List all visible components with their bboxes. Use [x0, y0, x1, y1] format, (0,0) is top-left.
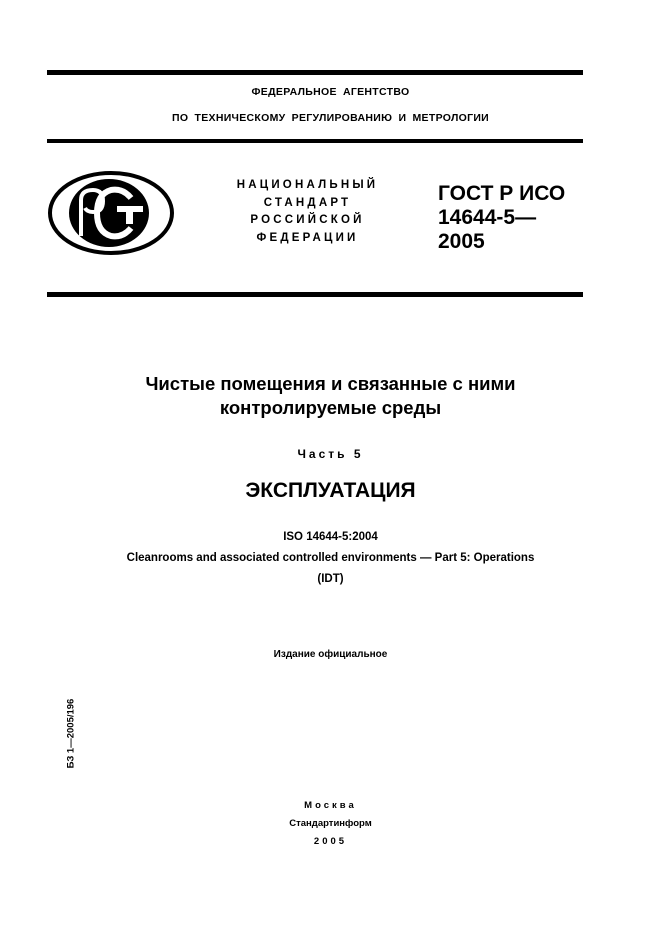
footer-year: 2005: [313, 836, 348, 847]
agency-line-2: ПО ТЕХНИЧЕСКОМУ РЕГУЛИРОВАНИЮ И МЕТРОЛОГИИ: [171, 112, 490, 124]
iso-equivalence: (IDT): [317, 573, 344, 585]
side-code: БЗ 1—2005/196: [65, 698, 77, 769]
standard-type-line-2: СТАНДАРТ: [263, 196, 352, 209]
top-rule: [47, 70, 583, 75]
title-line-1: Чистые помещения и связанные с ними: [145, 373, 516, 394]
footer-city: Москва: [304, 800, 357, 811]
bottom-rule: [47, 292, 583, 297]
subtitle: ЭКСПЛУАТАЦИЯ: [245, 479, 416, 502]
agency-line-1: ФЕДЕРАЛЬНОЕ АГЕНТСТВО: [251, 86, 410, 98]
standard-type: [225, 177, 390, 247]
title-line-2: контролируемые среды: [219, 397, 442, 418]
iso-code: ISO 14644-5:2004: [283, 531, 378, 543]
edition-label: Издание официальное: [273, 649, 388, 660]
iso-english-title: Cleanrooms and associated controlled environments — Part 5: Operations: [126, 552, 535, 564]
standard-type-line-3: РОССИЙСКОЙ: [250, 214, 365, 226]
rst-mark-icon: [47, 170, 175, 256]
middle-rule-top: [47, 139, 583, 143]
designation-line-3: 2005: [438, 230, 485, 253]
standard-type-line-1: НАЦИОНАЛЬНЫЙ: [236, 179, 379, 191]
footer-publisher: Стандартинформ: [289, 818, 372, 829]
designation: [438, 182, 565, 254]
designation-line-2: 14644-5—: [438, 206, 537, 229]
standard-type-line-4: ФЕДЕРАЦИИ: [256, 231, 359, 244]
part-number: Часть 5: [297, 447, 364, 461]
designation-line-1: ГОСТ Р ИСО: [438, 182, 566, 205]
